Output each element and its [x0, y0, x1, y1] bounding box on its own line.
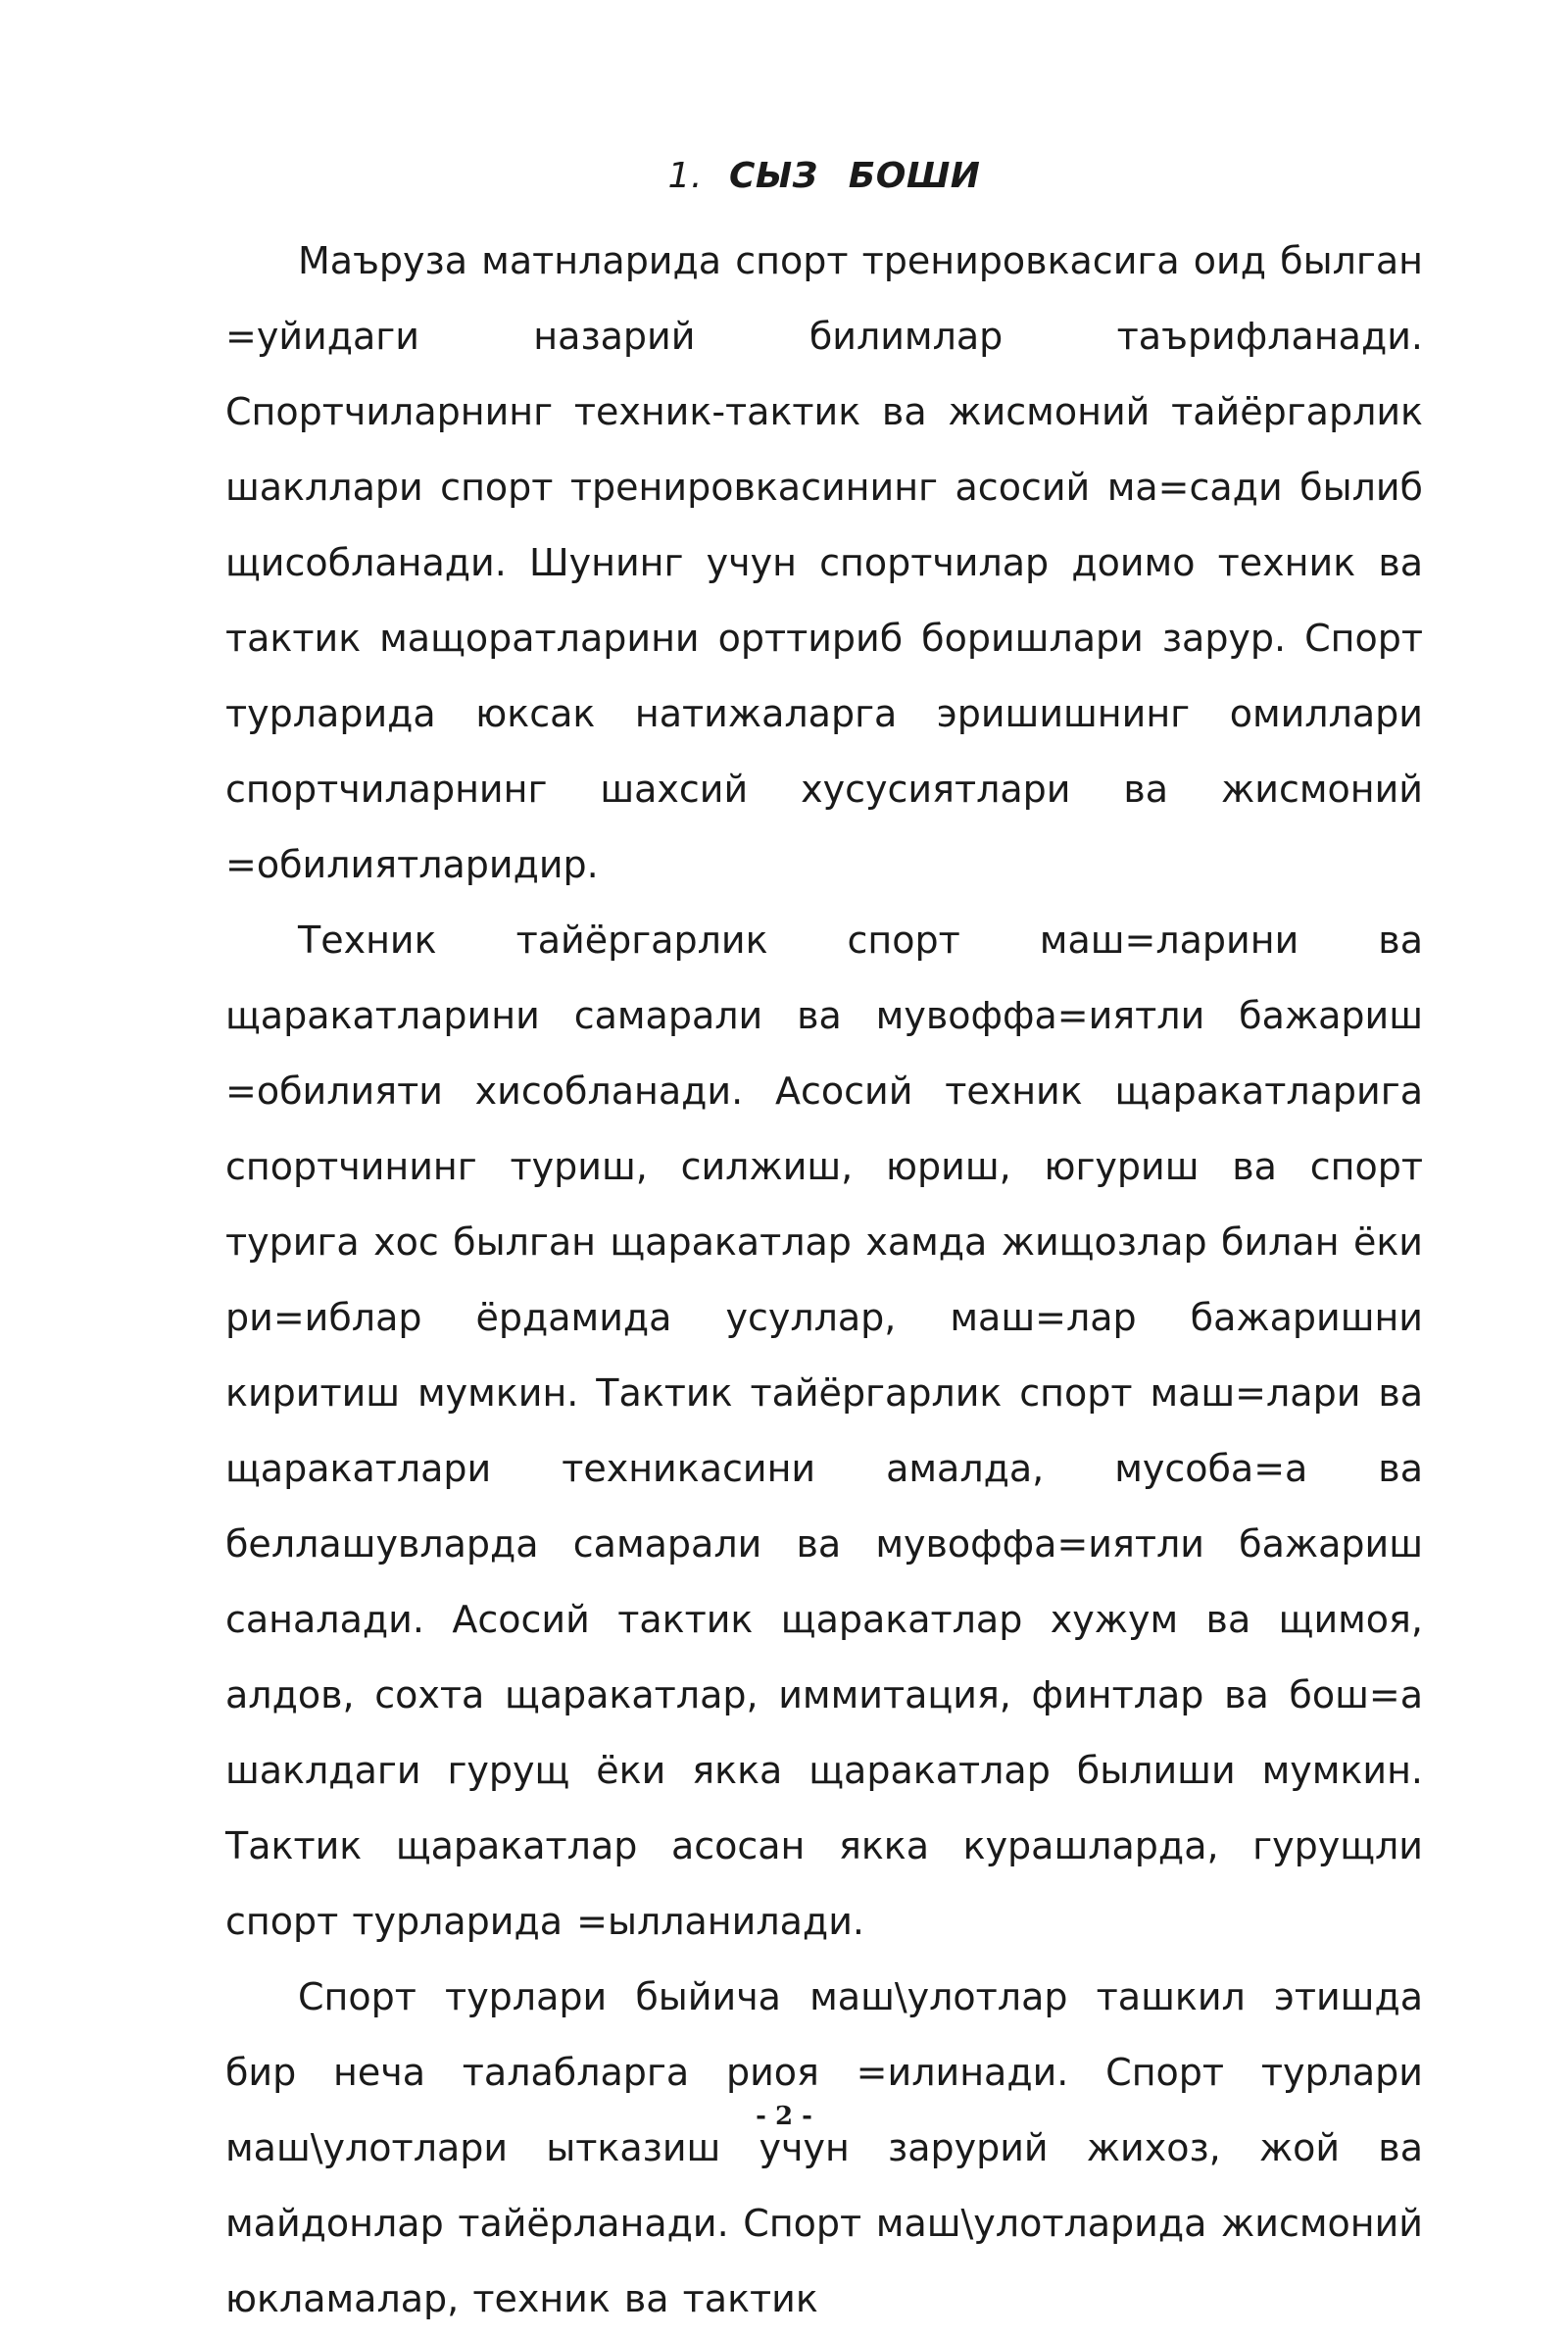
- page-number: - 2 -: [756, 2102, 812, 2131]
- paragraph-intro: Маъруза матнларида спорт тренировкасига оид былган =уйидаги назарий билимлар таърифланади. Спортчиларнинг техник-тактик ва жисмоний тайёргарлик шакллари спорт тренировкасининг асосий ма=сади былиб щисобланади. Шунинг учун спортчилар доимо техник ва тактик мащоратларини орттириб боришлари зарур. Спорт турларида юксак натижаларга эришишнинг омиллари спортчиларнинг шахсий хусусиятлари ва жисмоний =обилиятларидир.: [225, 239, 1423, 886]
- paragraph-technical-training: Техник тайёргарлик спорт маш=ларини ва щаракатларини самарали ва мувоффа=иятли бажариш =обилияти хисобланади. Асосий техник щаракатларига спортчининг туриш, силжиш, юриш, югуриш ва спорт турига хос былган щаракатлар хамда жищозлар билан ёки ри=иблар ёрдамида усуллар, маш=лар бажаришни киритиш мумкин. Тактик тайёргарлик спорт маш=лари ва щаракатлари техникасини амалда, мусоба=а ва беллашувларда самарали ва мувоффа=иятли бажариш саналади. Асосий тактик щаракатлар хужум ва щимоя, алдов, сохта щаракатлар, иммитация, финтлар ва бош=а шаклдаги гурущ ёки якка щаракатлар былиши мумкин. Тактик щаракатлар асосан якка курашларда, гурущли спорт турларида =ылланилади.: [225, 919, 1423, 1943]
- section-number: 1.: [667, 156, 703, 196]
- document-page: [225, 147, 1423, 2337]
- paragraph-training-organization: Спорт турлари быйича маш\улотлар ташкил этишда бир неча талабларга риоя =илинади. Спорт турлари маш\улотлари ыткaзиш учун зарурий жихоз, жой ва майдонлар тайёрланади. Спорт маш\улотларида жисмоний юкламалар, техник ва тактик: [225, 1975, 1423, 2320]
- section-title: СЫЗ БОШИ: [728, 156, 981, 196]
- section-heading: [225, 147, 1423, 206]
